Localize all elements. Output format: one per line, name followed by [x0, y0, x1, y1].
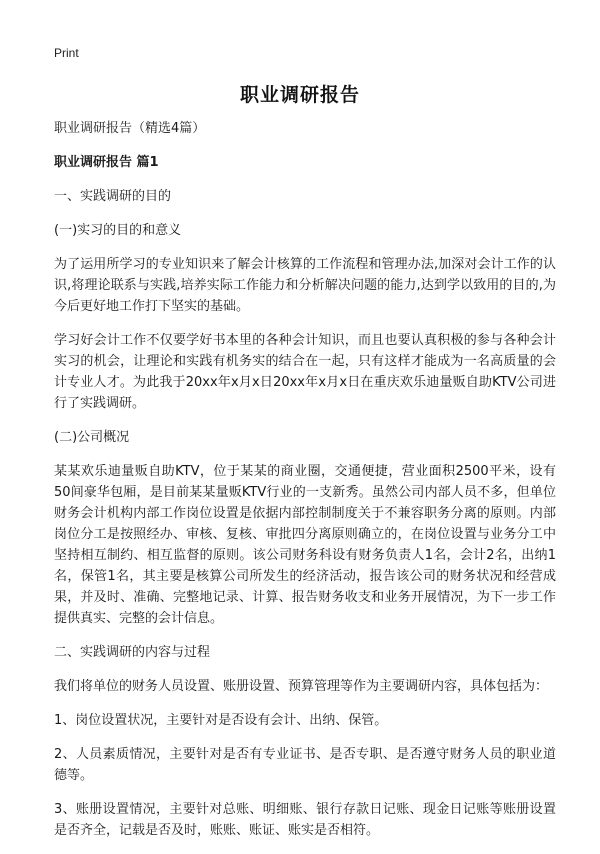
paragraph: 某某欢乐迪量贩自助KTV，位于某某的商业圈，交通便捷，营业面积2500平米，设有50间豪华包厢，是目前某某量贩KTV行业的一支新秀。虽然公司内部人员不多，但单位财务会计机构内部工作岗位设置是依据内部控制制度关于不兼容职务分离的原则。内部岗位分工是按照经办、审核、复核、审批四分离原则确立的，在岗位设置与业务分工中坚持相互制约、相互监督的原则。该公司财务科设有财务负责人1名，会计2名，出纳1名，保管1名，其主要是核算公司所发生的经济活动，报告该公司的财务状况和经营成果，并及时、准确、完整地记录、计算、报告财务收支和业务开展情况，为下一步工作提供真实、完整的会计信息。 [54, 464, 556, 626]
list-item: 2、人员素质情况，主要针对是否有专业证书、是否专职、是否遵守财务人员的职业道德等。 [54, 747, 556, 783]
heading-content-process: 二、实践调研的内容与过程 [54, 645, 211, 660]
list-item: 1、岗位设置状况，主要针对是否设有会计、出纳、保管。 [54, 713, 388, 728]
paragraph: 为了运用所学习的专业知识来了解会计核算的工作流程和管理办法,加深对会计工作的认识,将理论联系与实践,培养实际工作能力和分析解决问题的能力,达到学以致用的目的,为今后更好地工作打下坚实的基础。 [54, 257, 556, 314]
heading-purpose: 一、实践调研的目的 [54, 189, 172, 204]
document-subtitle: 职业调研报告（精选4篇） [54, 121, 206, 136]
heading-purpose-meaning: (一)实习的目的和意义 [54, 223, 182, 238]
paragraph: 学习好会计工作不仅要学好书本里的各种会计知识，而且也要认真积极的参与各种会计实习的机会，让理论和实践有机务实的结合在一起，只有这样才能成为一名高质量的会计专业人才。为此我于20xx年x月x日20xx年x月x日在重庆欢乐迪量贩自助KTV公司进行了实践调研。 [54, 333, 556, 411]
section-title: 职业调研报告 篇1 [54, 155, 159, 170]
list-item: 3、账册设置情况，主要针对总账、明细账、银行存款日记账、现金日记账等账册设置是否齐全，记载是否及时，账账、账证、账实是否相符。 [54, 802, 556, 838]
heading-company-overview: (二)公司概况 [54, 430, 130, 445]
document-body [54, 118, 556, 854]
page-title: 职业调研报告 [239, 84, 360, 106]
paragraph: 我们将单位的财务人员设置、账册设置、预算管理等作为主要调研内容，具体包括为： [54, 679, 549, 694]
print-label: Print [54, 46, 79, 60]
